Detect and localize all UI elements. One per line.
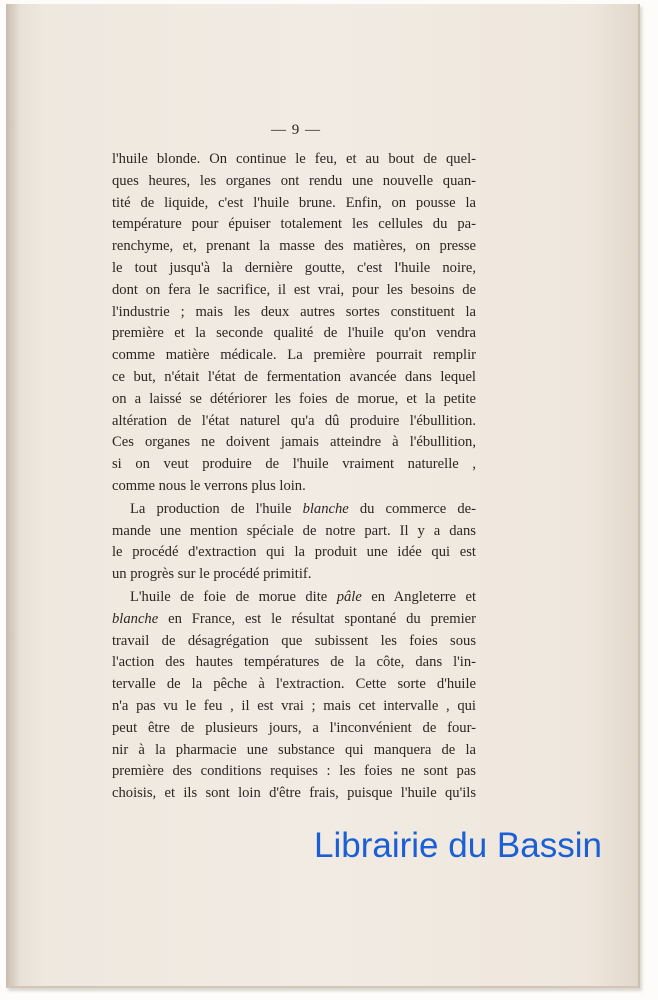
text-line: renchyme, et, prenant la masse des matières, on presse: [112, 238, 476, 255]
text-run: en France, est le résultat spontané du premier: [158, 610, 476, 627]
text-line: tité de liquide, c'est l'huile brune. Enfin, on pousse la: [112, 194, 476, 211]
text-line: choisis, et ils sont loin d'être frais, puisque l'huile qu'ils: [112, 785, 476, 802]
text-line: dont on fera le sacrifice, il est vrai, pour les besoins de: [112, 281, 476, 298]
text-line: [112, 499, 476, 521]
spine-shadow: [6, 4, 20, 986]
text-line: tervalle de la pêche à l'extraction. Cette sorte d'huile: [112, 676, 476, 693]
text-line: si on veut produire de l'huile vraiment naturelle ,: [112, 456, 476, 473]
text-line: altération de l'état naturel qu'a dû produire l'ébullition.: [112, 412, 476, 429]
text-line: l'huile blonde. On continue le feu, et au bout de quel-: [112, 151, 476, 167]
text-line: première et la seconde qualité de l'huile qu'on vendra: [112, 325, 476, 342]
text-line: ques heures, les organes ont rendu une nouvelle quan-: [112, 172, 476, 189]
text-line: le tout jusqu'à la dernière goutte, c'est l'huile noire,: [112, 259, 476, 276]
text-line: [112, 609, 476, 631]
text-line: ce but, n'était l'état de fermentation avancée dans lequel: [112, 368, 476, 385]
text-line: travail de désagrégation que subissent les foies sous: [112, 632, 476, 649]
text-line: [112, 587, 476, 609]
text-line: un progrès sur le procédé primitif.: [112, 566, 312, 583]
watermark-text: Librairie du Bassin: [314, 826, 602, 865]
text-run: L'huile de foie de morue dite: [130, 588, 337, 605]
text-line: l'industrie ; mais les deux autres sortes constituent la: [112, 303, 476, 320]
text-line: Ces organes ne doivent jamais atteindre à l'ébullition,: [112, 434, 476, 451]
text-run: en Angleterre et: [361, 588, 476, 605]
text-line: mande une mention spéciale de notre part. Il y a dans: [112, 522, 476, 539]
text-line: comme matière médicale. La première pourrait remplir: [112, 347, 476, 364]
text-line: n'a pas vu le feu , il est vrai ; mais cet intervalle , qui: [112, 697, 476, 714]
italic-term: blanche: [302, 500, 349, 517]
text-line: peut être de plusieurs jours, a l'inconvénient de four-: [112, 719, 476, 736]
text-line: nir à la pharmacie une substance qui manquera de la: [112, 741, 476, 758]
text-line: température pour épuiser totalement les cellules du pa-: [112, 216, 476, 233]
page-number: — 9 —: [271, 122, 321, 138]
text-line: comme nous le verrons plus loin.: [112, 477, 306, 494]
text-run: La production de l'huile: [130, 500, 303, 517]
italic-term: blanche: [112, 610, 159, 627]
body-text: [112, 149, 476, 805]
text-line: première des conditions requises : les foies ne sont pas: [112, 763, 476, 780]
text-run: du commerce de-: [348, 500, 476, 517]
text-line: l'action des hautes températures de la côte, dans l'in-: [112, 654, 476, 671]
italic-term: pâle: [336, 588, 362, 605]
text-line: on a laissé se détériorer les foies de morue, et la petite: [112, 390, 476, 407]
text-line: le procédé d'extraction qui la produit une idée qui est: [112, 544, 476, 561]
